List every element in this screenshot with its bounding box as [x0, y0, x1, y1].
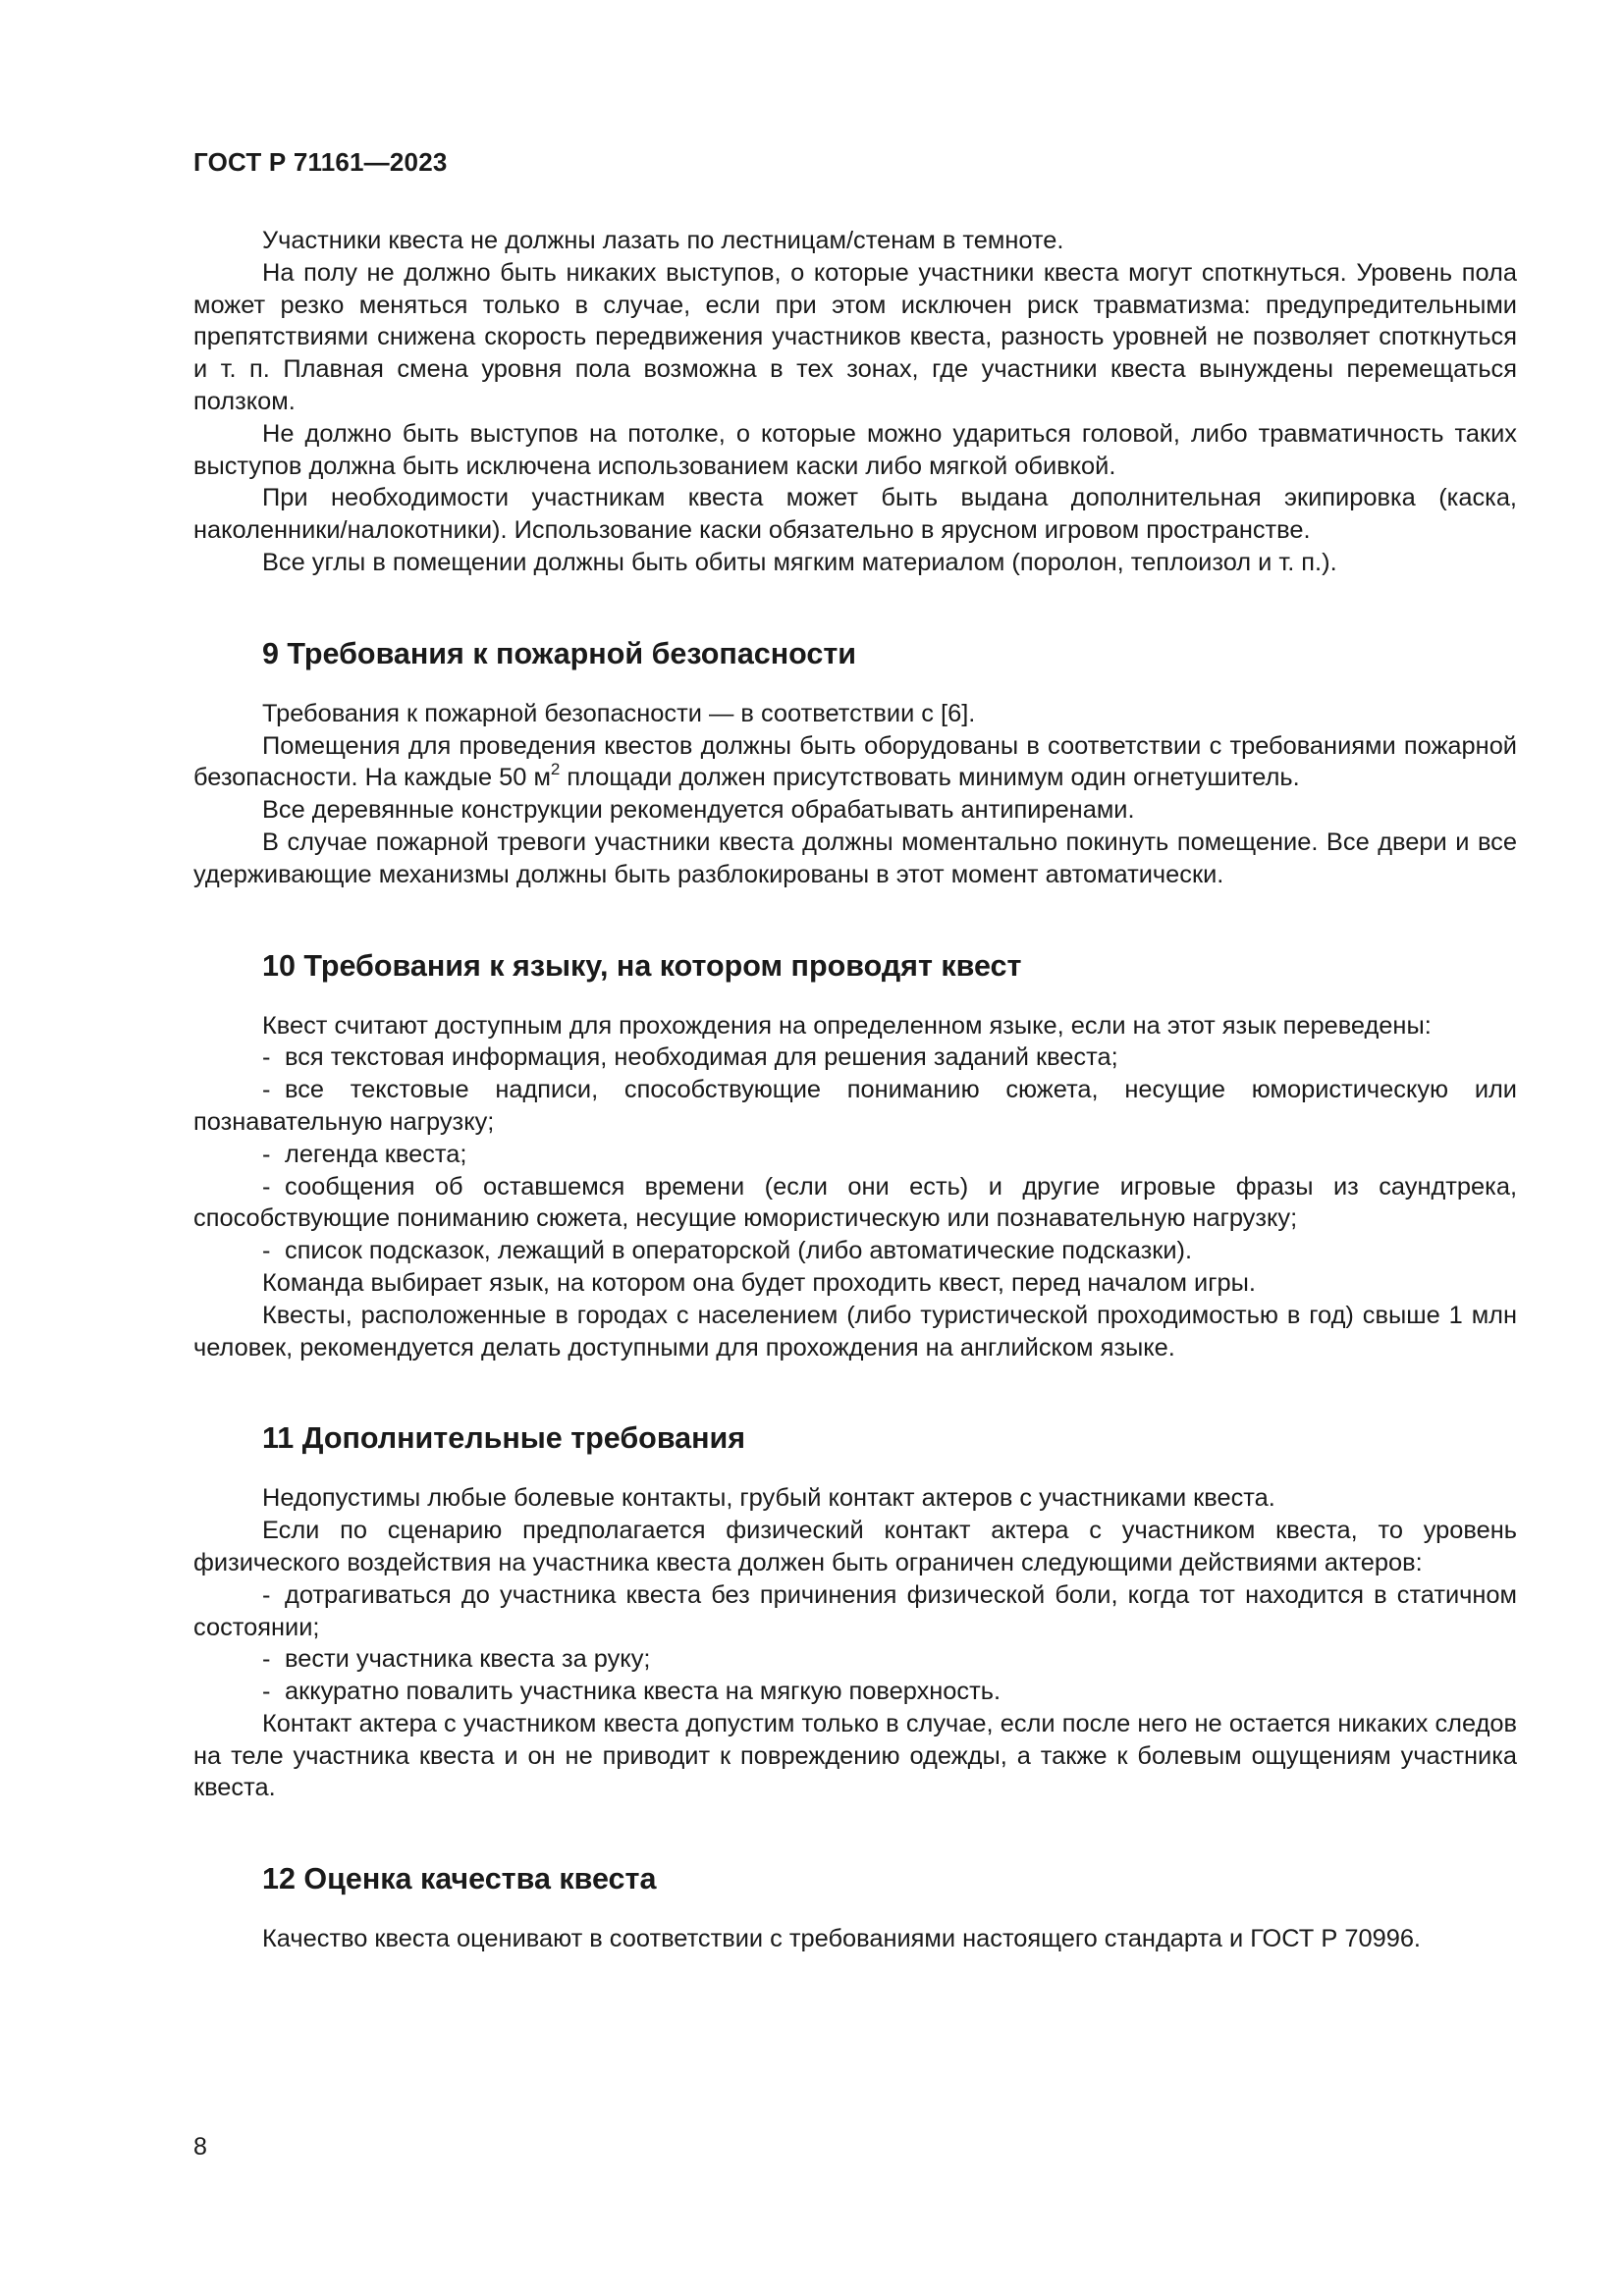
list-item-text: легенда квеста;	[285, 1140, 467, 1168]
section-heading: 9 Требования к пожарной безопасности	[262, 636, 857, 670]
list-dash: -	[262, 1580, 271, 1609]
list-item	[193, 1579, 1517, 1644]
intro-block	[193, 225, 1517, 579]
paragraph: Контакт актера с участником квеста допустим только в случае, если после него не остается никаких следов на теле участника квеста и он не приводит к повреждению одежды, а также к болевым ощущениям участника квеста.	[193, 1709, 1517, 1802]
text-span: Помещения для проведения квестов должны быть оборудованы в соответствии с требованиями пожарной безопасности. На каждые 50 м	[193, 731, 1517, 792]
section-heading: 10 Требования к языку, на котором проводят квест	[262, 948, 1022, 983]
list-item	[193, 1074, 1517, 1139]
list-item-text: список подсказок, лежащий в операторской (либо автоматические подсказки).	[285, 1237, 1193, 1265]
paragraph-with-superscript	[193, 730, 1517, 795]
page-body	[193, 225, 1517, 1955]
list-item-text: все текстовые надписи, способствующие пониманию сюжета, несущие юмористическую или познавательную нагрузку;	[193, 1076, 1517, 1136]
list-item	[193, 1139, 1517, 1171]
paragraph: Команда выбирает язык, на котором она будет проходить квест, перед началом игры.	[262, 1268, 1256, 1297]
paragraph: Квесты, расположенные в городах с населением (либо туристической проходимостью в год) свыше 1 млн человек, рекомендуется делать доступными для прохождения на английском языке.	[193, 1301, 1517, 1362]
paragraph: Недопустимы любые болевые контакты, грубый контакт актеров с участниками квеста.	[262, 1484, 1275, 1513]
list-item-text: сообщения об оставшемся времени (если они есть) и другие игровые фразы из саундтрека, способствующие пониманию сюжета, несущие юмористическую или познавательную нагрузку;	[193, 1172, 1517, 1233]
paragraph: При необходимости участникам квеста может быть выдана дополнительная экипировка (каска, наколенники/налокотники). Использование каски обязательно в ярусном игровом пространстве.	[193, 484, 1517, 545]
paragraph: Все деревянные конструкции рекомендуется обрабатывать антипиренами.	[262, 796, 1135, 825]
list-item-text: вся текстовая информация, необходимая для решения заданий квеста;	[285, 1043, 1118, 1072]
paragraph: Если по сценарию предполагается физический контакт актера с участником квеста, то уровень физического воздействия на участника квеста должен быть ограничен следующими действиями актеров:	[193, 1517, 1517, 1576]
list-dash: -	[262, 1645, 271, 1674]
section-10	[193, 948, 1517, 1364]
list-item	[193, 1171, 1517, 1236]
list-dash: -	[262, 1237, 271, 1265]
paragraph: Квест считают доступным для прохождения на определенном языке, если на этот язык переведены:	[262, 1011, 1432, 1040]
list-dash: -	[262, 1076, 271, 1104]
page-number: 8	[193, 2133, 207, 2161]
paragraph: Не должно быть выступов на потолке, о которые можно удариться головой, либо травматичность таких выступов должна быть исключена использованием каски либо мягкой обивкой.	[193, 419, 1517, 480]
section-11	[193, 1420, 1517, 1804]
text-span: площади должен присутствовать минимум один огнетушитель.	[560, 764, 1300, 792]
section-heading: 11 Дополнительные требования	[262, 1421, 746, 1456]
list-dash: -	[262, 1172, 271, 1201]
list-dash: -	[262, 1678, 271, 1706]
list-item-text: аккуратно повалить участника квеста на мягкую поверхность.	[285, 1678, 1001, 1706]
list-item-text: дотрагиваться до участника квеста без причинения физической боли, когда тот находится в статичном состоянии;	[193, 1580, 1517, 1641]
paragraph: В случае пожарной тревоги участники квеста должны моментально покинуть помещение. Все двери и все удерживающие механизмы должны быть разблокированы в этот момент автоматически.	[193, 828, 1517, 888]
section-9	[193, 636, 1517, 891]
list-item	[193, 1676, 1517, 1708]
paragraph: Все углы в помещении должны быть обиты мягким материалом (поролон, теплоизол и т. п.).	[262, 548, 1337, 576]
running-header: ГОСТ Р 71161—2023	[193, 147, 448, 177]
list-item	[193, 1643, 1517, 1676]
paragraph: Качество квеста оценивают в соответствии с требованиями настоящего стандарта и ГОСТ Р 70996.	[262, 1925, 1421, 1953]
list-item	[193, 1235, 1517, 1267]
paragraph: Участники квеста не должны лазать по лестницам/стенам в темноте.	[262, 227, 1064, 254]
list-dash: -	[262, 1043, 271, 1072]
list-item-text: вести участника квеста за руку;	[285, 1645, 651, 1674]
list-dash: -	[262, 1140, 271, 1168]
paragraph: Требования к пожарной безопасности — в соответствии с [6].	[262, 699, 976, 727]
section-heading: 12 Оценка качества квеста	[262, 1862, 657, 1896]
section-12	[193, 1861, 1517, 1955]
paragraph: На полу не должно быть никаких выступов, о которые участники квеста могут споткнуться. Уровень пола может резко меняться только в случае, если при этом исключен риск травматизма: предупредительными препятствиями снижена скорость передвижения участников квеста, разность уровней не позволяет споткнуться и т. п. Плавная смена уровня пола возможна в тех зонах, где участники квеста вынуждены перемещаться ползком.	[193, 258, 1517, 415]
list-item	[193, 1041, 1517, 1074]
superscript: 2	[550, 759, 561, 778]
